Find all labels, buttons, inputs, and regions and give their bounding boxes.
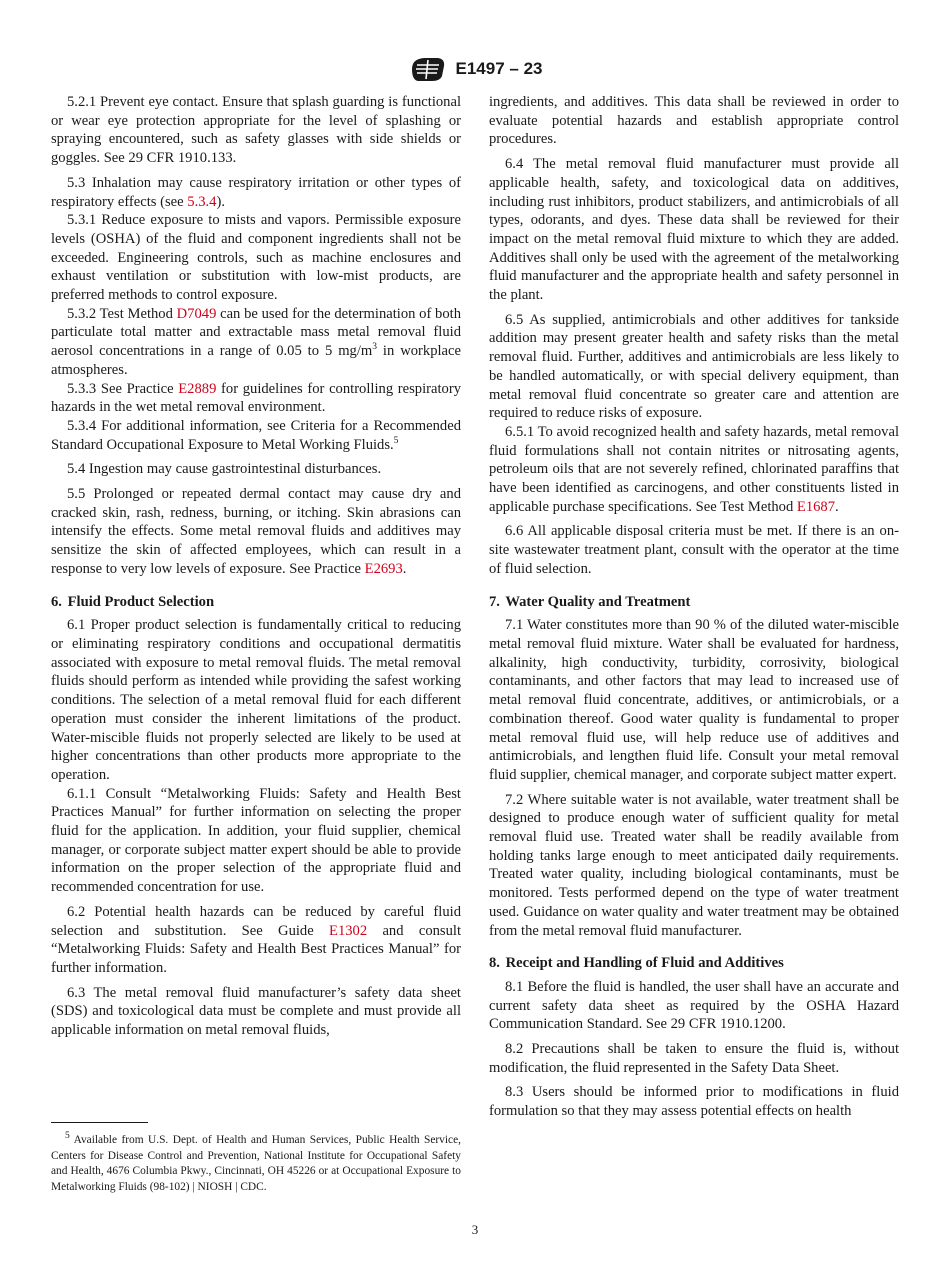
paragraph-5-4: 5.4 Ingestion may cause gastrointestinal disturbances. bbox=[67, 461, 382, 478]
footnote-marker: 5 bbox=[393, 435, 399, 446]
paragraph-6-3: 6.3 The metal removal fluid manufacturer’s safety data sheet (SDS) and toxicological data must be complete and must provide all applicable information on metal removal fluids, bbox=[51, 984, 461, 1039]
standard-link-e2889[interactable]: E2889 bbox=[178, 380, 217, 397]
paragraph-6-1: 6.1 Proper product selection is fundamentally critical to reducing or eliminating respiratory conditions and occupational dermatitis associated with exposure to metal removal fluids. The metal removal fluids should perform as intended while providing the safest working conditions. The selection of a metal removal fluid for each different operation must consider the inherent limitations of the product. Water-miscible fluids not properly selected are likely to be used at higher concentrations than other products more appropriate to the operation. bbox=[51, 617, 461, 783]
standard-link-e1687[interactable]: E1687 bbox=[796, 498, 836, 515]
paragraph-6-1-1: 6.1.1 Consult “Metalworking Fluids: Safety and Health Best Practices Manual” for further information on selecting the proper fluid for the application. In addition, your fluid supplier, chemical manager, or corporate subject matter expert should be able to provide information on the proper selection of the appropriate fluid and recommended concentration for use. bbox=[51, 785, 461, 896]
footnote: $^5$ Available from U.S. Dept. of Health and Human Services, Public Health Service, Centers for Disease Control and Prevention, National Institute for Occupational Safety and Health, 4676 Columbia Pkwy., Cincinnati, OH 45226 or at Occupational Exposure to Metalworking Fluids (98-102) | NIOSH | CDC. bbox=[51, 1131, 461, 1193]
paragraph-5-5: 5.5 Prolonged or repeated dermal contact may cause dry and cracked skin, rash, redness, burning, or itching. Skin abrasions can intensify the effects. Some metal removal fluids and additives may sensitize the skin of affected employees, which can result in a response to very low levels of exposure. See Practice E2693. bbox=[51, 486, 461, 577]
page-number: 3 bbox=[471, 1222, 479, 1237]
paragraph-6-2: 6.2 Potential health hazards can be reduced by careful fluid selection and substitution. See Guide E1302 and consult “Metalworking Fluids: Safety and Health Best Practices Manual” for further information. bbox=[51, 903, 462, 976]
standard-link-d7049[interactable]: D7049 bbox=[176, 305, 217, 322]
page-header bbox=[0, 56, 950, 86]
paragraph-5-3-3: 5.3.3 See Practice E2889 for guidelines for controlling respiratory hazards in the wet metal removal environment. bbox=[51, 380, 461, 416]
paragraph-5-3-2: 5.3.2 Test Method D7049 can be used for the determination of both particulate total matter and extractable mass metal removal fluid aerosol concentrations in a range of 0.05 to 5 $mg/m^3$ in workplace atmospheres. bbox=[51, 305, 462, 378]
paragraph-5-3: 5.3 Inhalation may cause respiratory irritation or other types of respiratory effects (see 5.3.4). bbox=[51, 174, 461, 210]
paragraph-5-3-1: 5.3.1 Reduce exposure to mists and vapors. Permissible exposure levels (OSHA) of the fluid and component ingredients shall not be exceeded. Engineering controls, such as machine enclosures and exhaust ventilation or substitution with low-mist products, are preferred methods to control exposure. bbox=[51, 212, 461, 304]
paragraph-8-1: 8.1 Before the fluid is handled, the user shall have an accurate and current safety data sheet as required by the OSHA Hazard Communication Standard. See 29 CFR 1910.1200. bbox=[489, 978, 899, 1033]
left-column bbox=[51, 93, 461, 1040]
standard-link-e1302[interactable]: E1302 bbox=[329, 922, 368, 939]
paragraph-5-3-4: 5.3.4 For additional information, see Criteria for a Recommended Standard Occupational Exposure to Metal Working Fluids.$^5$ bbox=[51, 417, 461, 453]
paragraph-6-4: 6.4 The metal removal fluid manufacturer must provide all applicable health, safety, and toxicological data on additives, including rust inhibitors, product stabilizers, and antimicrobials of all types, odorants, and dyes. These data shall be reviewed for their impact on the metal removal fluid mixture to which they are added. Additives shall only be used with the agreement of the metalworking fluid manufacturer and the appropriate health and safety personnel in the plant. bbox=[489, 156, 899, 304]
section-heading-6: 6. Fluid Product Selection bbox=[51, 593, 215, 610]
section-link-5-3-4[interactable]: 5.3.4 bbox=[187, 193, 217, 210]
paragraph-8-2: 8.2 Precautions shall be taken to ensure the fluid is, without modification, the fluid represented in the Safety Data Sheet. bbox=[489, 1041, 899, 1076]
standard-link-e2693[interactable]: E2693 bbox=[364, 560, 403, 577]
paragraph-7-1: 7.1 Water constitutes more than 90 % of the diluted water-miscible metal removal fluid mixture. Water shall be evaluated for hardness, alkalinity, high conductivity, turbidity, corrosivity, biological contaminants, and other factors that may lead to increased use of metal removal fluid concentrate, additives, or antimicrobials, or a combination thereof. Good water quality is fundamental to proper metal removal fluid use, will help reduce use of additives and antimicrobials, and lengthen fluid life. Consult your metal removal fluid supplier, chemical manager, and corporate subject matter expert. bbox=[489, 617, 899, 783]
paragraph-8-3: 8.3 Users should be informed prior to modifications in fluid formulation so that they may assess potential effects on health bbox=[489, 1084, 899, 1120]
astm-logo-icon bbox=[408, 56, 448, 82]
right-column bbox=[489, 93, 899, 1121]
paragraph-6-5: 6.5 As supplied, antimicrobials and other additives for tankside addition may present greater health and safety risks than the metal removal fluid. Further, additives and antimicrobials are less likely to be handled automatically, or with special delivery equipment, than metal removal fluid concentrate so greater care and attention are required to reduce risks of exposure. bbox=[489, 311, 899, 422]
section-heading-8: 8. Receipt and Handling of Fluid and Additives bbox=[489, 955, 784, 972]
paragraph-7-2: 7.2 Where suitable water is not available, water treatment shall be designed to produce enough water of sufficient quality for metal removal fluid use. Treated water shall be readily available from holding tanks large enough to meet anticipated daily requirements. Treated water quality, including biological contaminants, must be monitored. Tests performed depend on the type of water treatment used. Guidance on water quality and water treatment may be obtained from the metal removal fluid manufacturer. bbox=[489, 791, 899, 939]
paragraph-6-3-continued: ingredients, and additives. This data shall be reviewed in order to evaluate potential hazards and establish appropriate control procedures. bbox=[489, 94, 899, 148]
paragraph-6-5-1: 6.5.1 To avoid recognized health and safety hazards, metal removal fluid formulations shall not contain nitrites or nitrosating agents, petroleum oils that are not severely refined, chlorinated paraffins that have been identified as carcinogens, and other constituents listed in applicable purchase specifications. See Test Method E1687. bbox=[489, 423, 899, 515]
paragraph-5-2-1: 5.2.1 Prevent eye contact. Ensure that splash guarding is functional or wear eye protection appropriate for the level of splashing or spraying encountered, such as safety glasses with side shields or goggles. See 29 CFR 1910.133. bbox=[51, 94, 461, 167]
footnote-divider bbox=[51, 1122, 148, 1123]
section-heading-7: 7. Water Quality and Treatment bbox=[489, 593, 691, 610]
document-number: E1497 – 23 bbox=[455, 59, 543, 78]
paragraph-6-6: 6.6 All applicable disposal criteria must be met. If there is an on-site wastewater treatment plant, consult with the operator at the time of fluid selection. bbox=[489, 523, 899, 577]
